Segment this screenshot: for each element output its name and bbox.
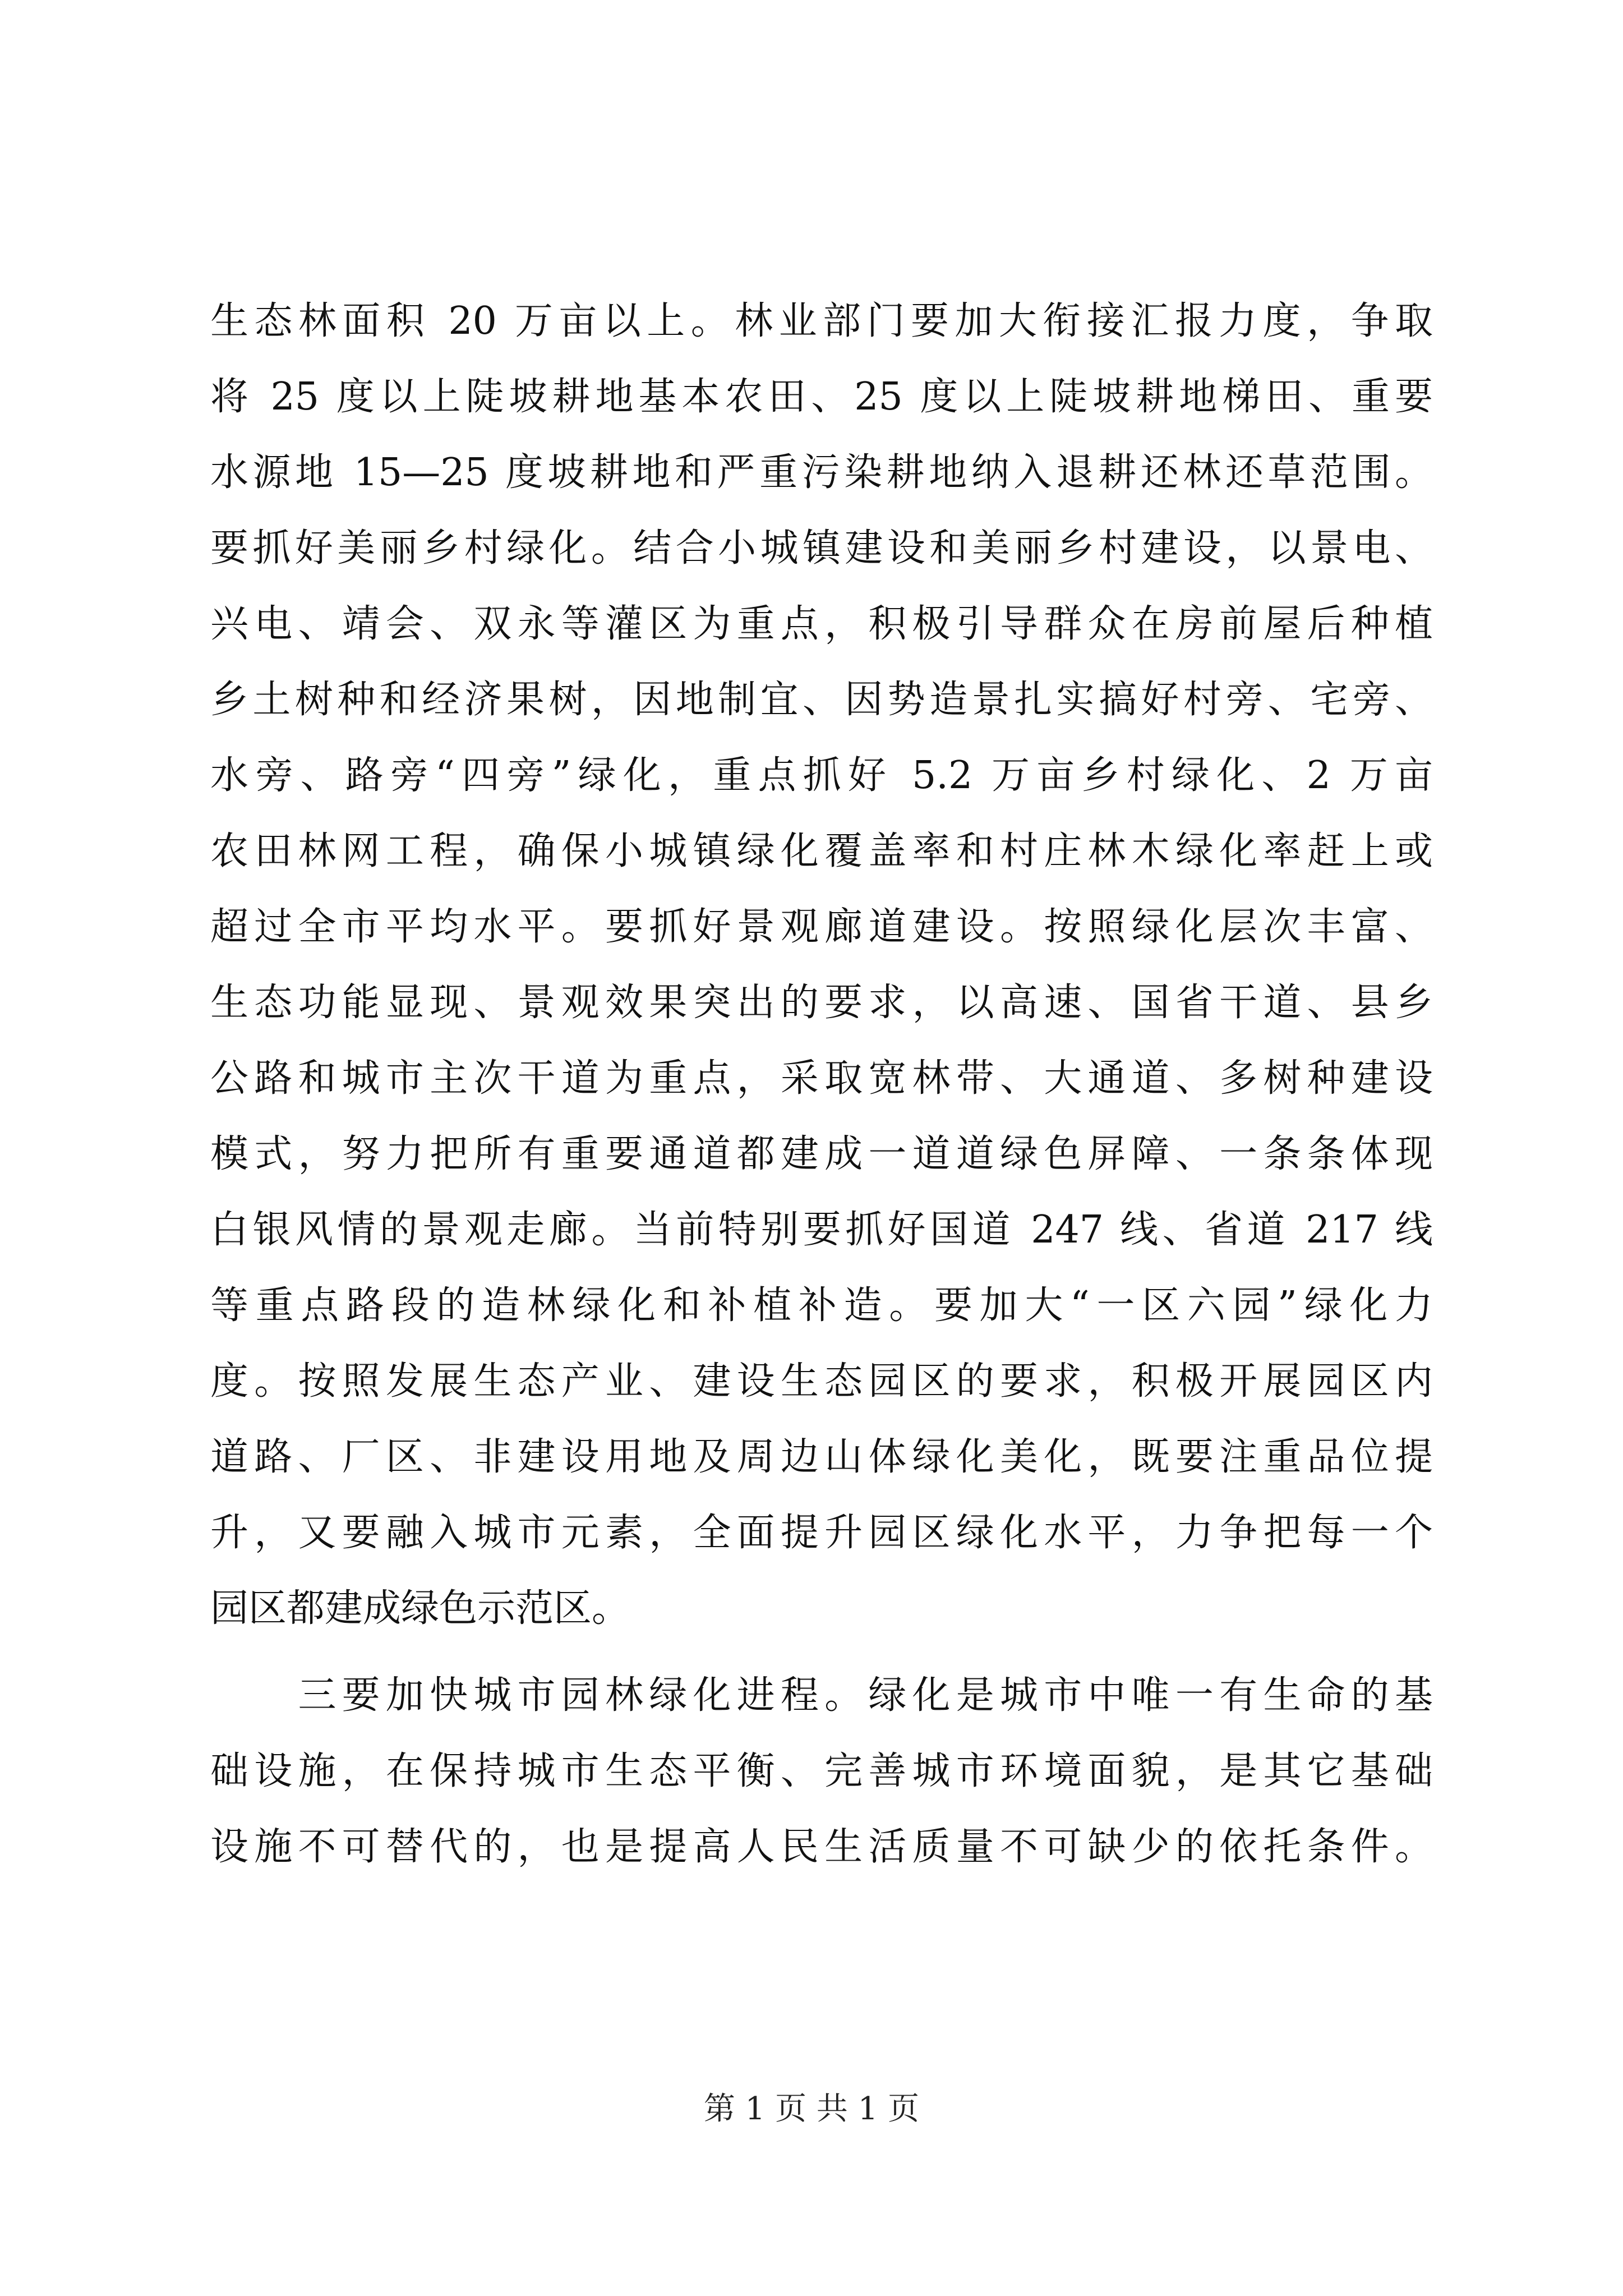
text-line: 水源地 15—25 度坡耕地和严重污染耕地纳入退耕还林还草范围。: [210, 450, 1433, 495]
text-line: 将 25 度以上陡坡耕地基本农田、25 度以上陡坡耕地梯田、重要: [210, 375, 1433, 419]
text-line: 水旁、路旁“四旁”绿化，重点抓好 5.2 万亩乡村绿化、2 万亩: [210, 753, 1433, 798]
text-line: 模式，努力把所有重要通道都建成一道道绿色屏障、一条条体现: [210, 1132, 1433, 1176]
text-line: 白银风情的景观走廊。当前特别要抓好国道 247 线、省道 217 线: [210, 1208, 1433, 1252]
text-line: 兴电、靖会、双永等灌区为重点，积极引导群众在房前屋后种植: [210, 602, 1433, 646]
text-line: 生态功能显现、景观效果突出的要求，以高速、国省干道、县乡: [210, 981, 1433, 1025]
text-line: 农田林网工程，确保小城镇绿化覆盖率和村庄林木绿化率赶上或: [210, 829, 1433, 873]
page-footer: [0, 2087, 1623, 2132]
paragraph-1: [210, 283, 1433, 1646]
text-line: 道路、厂区、非建设用地及周边山体绿化美化，既要注重品位提: [210, 1435, 1433, 1479]
text-line: 乡土树种和经济果树，因地制宜、因势造景扎实搞好村旁、宅旁、: [210, 678, 1433, 722]
text-line: 要抓好美丽乡村绿化。结合小城镇建设和美丽乡村建设，以景电、: [210, 526, 1433, 570]
page-number-label: 第 1 页 共 1 页: [703, 2091, 920, 2127]
document-body: [210, 283, 1433, 1885]
text-line: 度。按照发展生态产业、建设生态园区的要求，积极开展园区内: [210, 1359, 1433, 1404]
text-line: 础设施，在保持城市生态平衡、完善城市环境面貌，是其它基础: [210, 1749, 1433, 1793]
text-line: 升，又要融入城市元素，全面提升园区绿化水平，力争把每一个: [210, 1511, 1433, 1555]
text-line: 园区都建成绿色示范区。: [210, 1586, 630, 1631]
paragraph-2: [210, 1658, 1433, 1885]
text-line: 生态林面积 20 万亩以上。林业部门要加大衔接汇报力度，争取: [210, 299, 1433, 343]
text-line: 等重点路段的造林绿化和补植补造。要加大“一区六园”绿化力: [210, 1283, 1433, 1328]
text-line: 超过全市平均水平。要抓好景观廊道建设。按照绿化层次丰富、: [210, 905, 1433, 949]
paragraph-spacer: [210, 1646, 1433, 1658]
text-line: 三要加快城市园林绿化进程。绿化是城市中唯一有生命的基: [210, 1673, 1433, 1718]
text-line: 设施不可替代的，也是提高人民生活质量不可缺少的依托条件。: [210, 1825, 1433, 1869]
text-line: 公路和城市主次干道为重点，采取宽林带、大通道、多树种建设: [210, 1056, 1433, 1101]
